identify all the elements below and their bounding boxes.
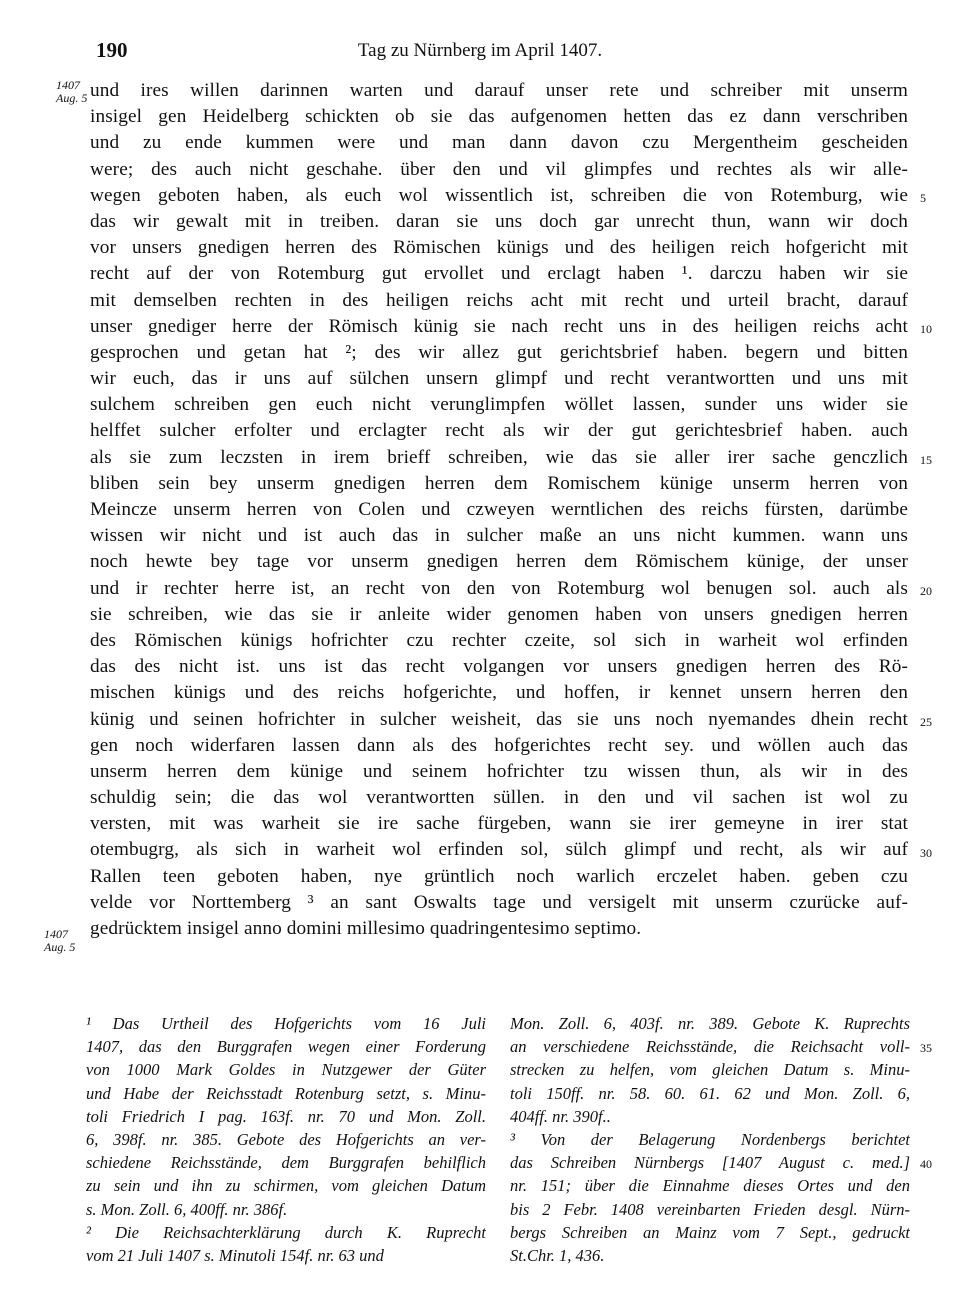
text-line: mit demselben rechten in des heiligen reichs acht mit recht und urteil bracht, darauf — [90, 289, 908, 311]
text-line: Meincze unserm herren von Colen und czweyen werntlichen des reichs fürsten, darümbe — [90, 499, 908, 520]
text-line: unserm herren dem künige und seinem hofrichter tzu wissen thun, als wir in des — [90, 760, 908, 782]
text-line: und ires willen darinnen warten und darauf unser rete und schreiber mit unserm — [90, 80, 908, 101]
text-line: wissen wir nicht und ist auch das in sulcher maße an uns nicht kummen. wann uns — [90, 525, 908, 547]
text-line: Rallen teen geboten haben, nye grüntlich noch warlich erczelet haben. geben czu — [90, 865, 908, 887]
footnote-line: strecken zu helfen, vom gleichen Datum s. Minu- — [510, 1060, 910, 1080]
footnote-line: s. Mon. Zoll. 6, 400ff. nr. 386f. — [86, 1199, 288, 1219]
footnote-line: und Habe der Reichsstadt Rotenburg setzt, s. Minu- — [86, 1083, 486, 1103]
text-line: bliben sein bey unserm gnedigen herren dem Romischem künige unserm herren von — [90, 472, 908, 494]
line-number: 20 — [920, 583, 932, 598]
text-line: wegen geboten haben, als euch wol wissentlich ist, schreiben die von Rotemburg, wie — [90, 184, 908, 206]
footnote-line: nr. 151; über die Einnahme dieses Ortes und den — [510, 1176, 910, 1196]
footnote-line: Mon. Zoll. 6, 403f. nr. 389. Gebote K. Ruprechts — [510, 1014, 910, 1033]
margin-date-day: Aug. 5 — [44, 940, 76, 954]
line-number: 30 — [920, 845, 932, 860]
text-line: vor unsers gnedigen herren des Römischen künigs und des heiligen reich hofgericht mit — [90, 237, 908, 259]
footnotes-left-column — [86, 1012, 486, 1267]
text-line: helffet sulcher erfolter und erclagter recht als wir der gut gerichtesbrief haben. auch — [90, 420, 908, 442]
text-line: wir euch, das ir uns auf sülchen unsern glimpf und recht verantwortten und uns mit — [90, 368, 908, 390]
main-text — [90, 78, 908, 942]
line-number: 5 — [920, 190, 926, 205]
text-line: insigel gen Heidelberg schickten ob sie das aufgenomen hetten das ez dann verschriben — [90, 106, 908, 128]
text-line: als sie zum leczsten in irem brieff schreiben, wie das sie aller irer sache genczlich — [90, 446, 908, 468]
text-line: das wir gewalt mit in treiben. daran sie uns doch gar unrecht thun, wann wir doch — [90, 210, 908, 232]
margin-date-year: 1407 — [56, 78, 80, 92]
text-line: das des nicht ist. uns ist das recht volgangen vor unsers gnedigen herren des Rö- — [90, 656, 908, 678]
footnote-line: toli 150ff. nr. 58. 60. 61. 62 und Mon. Zoll. 6, — [510, 1083, 910, 1103]
text-line: künig und seinen hofrichter in sulcher weisheit, das sie uns noch nyemandes dhein recht — [90, 708, 908, 730]
text-line: versten, mit was warheit sie ire sache fürgeben, wann sie irer gemeyne in irer stat — [90, 813, 908, 835]
text-line: des Römischen künigs hofrichter czu rechter czeite, sol sich in warheit wol erfinden — [90, 629, 908, 651]
footnote-line: schiedene Reichsstände, dem Burggrafen behilflich — [86, 1153, 486, 1173]
footnote-line: an verschiedene Reichsstände, die Reichsacht voll- — [510, 1037, 910, 1057]
text-line: schuldig sein; die das wol verantwortten süllen. in den und vil sachen ist wol zu — [90, 787, 908, 809]
margin-date-bottom — [44, 928, 75, 954]
margin-date-year: 1407 — [44, 927, 68, 941]
line-number: 15 — [920, 452, 932, 467]
footnote-line: 6, 398f. nr. 385. Gebote des Hofgerichts an ver- — [86, 1129, 486, 1149]
text-line: recht auf der von Rotemburg gut ervollet und erclagt haben ¹. darczu haben wir sie — [90, 263, 908, 285]
footnote-line: bergs Schreiben an Mainz vom 7 Sept., gedruckt — [510, 1222, 910, 1242]
text-line: sulchem schreiben gen euch nicht verunglimpfen wöllet lassen, sunder uns wider sie — [90, 394, 908, 416]
line-number: 10 — [920, 321, 932, 336]
text-line: mischen künigs und des reichs hofgerichte, und hoffen, ir kennet unsern herren den — [90, 682, 908, 704]
text-line: sie schreiben, wie das sie ir anleite wider genomen haben von unsers gnedigen herren — [90, 603, 908, 625]
page-number: 190 — [96, 38, 128, 62]
running-head: Tag zu Nürnberg im April 1407. — [357, 40, 603, 61]
line-number: 35 — [920, 1041, 932, 1056]
footnote-line: vom 21 Juli 1407 s. Minutoli 154f. nr. 63 und — [86, 1245, 384, 1265]
footnote-line: ¹ Das Urtheil des Hofgerichts vom 16 Juli — [86, 1014, 486, 1033]
footnote-line: das Schreiben Nürnbergs [1407 August c. med.] — [510, 1153, 910, 1173]
text-line: otembugrg, als sich in warheit wol erfinden sol, sülch glimpf und recht, als wir auf — [90, 839, 908, 861]
footnote-line: toli Friedrich I pag. 163f. nr. 70 und Mon. Zoll. — [86, 1106, 486, 1126]
footnote-line: von 1000 Mark Goldes in Nutzgewer der Güter — [86, 1060, 486, 1080]
text-line: und zu ende kummen were und man dann davon czu Mergentheim gescheiden — [90, 132, 908, 154]
footnote-line: zu sein und ihn zu schirmen, vom gleichen Datum — [86, 1176, 486, 1196]
text-line: und ir rechter herre ist, an recht von den von Rotemburg wol benugen sol. auch als — [90, 577, 908, 599]
footnote-line: 1407, das den Burggrafen wegen einer Forderung — [86, 1037, 486, 1057]
text-line: noch hewte bey tage vor unserm gnedigen herren dem Römischem künige, der unser — [90, 551, 908, 573]
margin-date-day: Aug. 5 — [56, 91, 88, 105]
text-line: gesprochen und getan hat ²; des wir allez gut gerichtsbrief haben. begern und bitten — [90, 341, 908, 363]
footnote-line: ³ Von der Belagerung Nordenbergs berichtet — [510, 1129, 910, 1149]
footnote-line: St.Chr. 1, 436. — [510, 1245, 605, 1265]
line-number: 40 — [920, 1157, 932, 1172]
footnotes-right-column — [510, 1012, 910, 1267]
text-line: gen noch widerfaren lassen dann als des hofgerichtes recht sey. und wöllen auch das — [90, 734, 908, 756]
line-number: 25 — [920, 714, 932, 729]
text-line: were; des auch nicht geschahe. über den und vil glimpfes und rechtes als wir alle- — [90, 158, 908, 180]
footnote-line: 404ff. nr. 390f.. — [510, 1106, 611, 1126]
footnote-line: bis 2 Febr. 1408 vereinbarten Frieden desgl. Nürn- — [510, 1199, 910, 1219]
text-line: gedrücktem insigel anno domini millesimo quadringentesimo septimo. — [90, 918, 642, 939]
text-line: unser gnediger herre der Römisch künig sie nach recht uns in des heiligen reichs acht — [90, 315, 908, 337]
margin-date-top — [56, 79, 87, 105]
text-line: velde vor Norttemberg ³ an sant Oswalts tage und versigelt mit unserm czurücke auf- — [90, 891, 908, 913]
footnote-line: ² Die Reichsachterklärung durch K. Ruprecht — [86, 1222, 486, 1242]
